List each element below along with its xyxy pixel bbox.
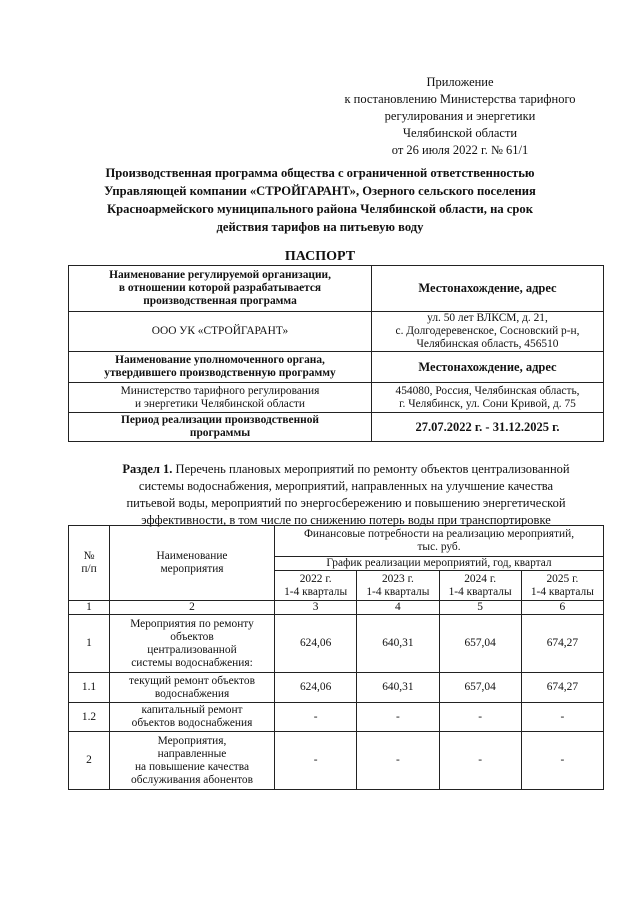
period-label-line: программы: [189, 427, 251, 439]
quarter-label: 1-4 кварталы: [366, 585, 430, 598]
org-address-line: Челябинская область, 456510: [416, 338, 559, 350]
year-label: 2024 г.: [464, 572, 497, 585]
col-number: 3: [275, 601, 357, 615]
period-value-cell: 27.07.2022 г. - 31.12.2025 г.: [372, 413, 604, 442]
passport-table: [68, 265, 604, 442]
location-header-cell: Местонахождение, адрес: [372, 266, 604, 312]
plan-table: [68, 525, 604, 790]
row-name: [110, 615, 275, 673]
row-value: 657,04: [439, 615, 521, 673]
quarter-label: 1-4 кварталы: [284, 585, 348, 598]
title-line: Красноармейского муниципального района Челябинской области, на срок: [107, 202, 533, 216]
period-label-cell: [69, 413, 372, 442]
year-header-cell: [275, 571, 357, 601]
org-address-line: ул. 50 лет ВЛКСМ, д. 21,: [427, 312, 548, 324]
col-name-header: [110, 526, 275, 601]
authority-name-line: и энергетики Челябинской области: [135, 397, 305, 410]
authority-location-header-cell: Местонахождение, адрес: [372, 352, 604, 383]
row-name: [110, 703, 275, 732]
year-header-cell: [357, 571, 439, 601]
row-value: -: [439, 703, 521, 732]
financial-header: [275, 526, 604, 557]
row-value: 640,31: [357, 615, 439, 673]
row-value: -: [521, 732, 603, 790]
plan-header-row-1: [69, 526, 604, 557]
appendix-line: к постановлению Министерства тарифного: [344, 92, 576, 106]
row-name-line: системы водоснабжения:: [131, 656, 253, 669]
year-header-cell: [439, 571, 521, 601]
section1-text: Перечень плановых мероприятий по ремонту объектов централизованной: [172, 462, 570, 476]
row-name-line: объектов: [170, 630, 214, 643]
year-label: 2022 г.: [299, 572, 332, 585]
title-line: действия тарифов на питьевую воду: [216, 220, 424, 234]
org-header-line: в отношении которой разрабатывается: [118, 282, 322, 294]
title-line: Управляющей компании «СТРОЙГАРАНТ», Озерного сельского поселения: [104, 184, 536, 198]
quarter-label: 1-4 кварталы: [448, 585, 512, 598]
row-value: 624,06: [275, 673, 357, 703]
org-header-cell: [69, 266, 372, 312]
passport-heading: ПАСПОРТ: [284, 249, 356, 264]
section1-line: системы водоснабжения, мероприятий, направленных на улучшение качества: [138, 479, 554, 493]
section1-line: питьевой воды, мероприятий по энергосбережению и повышению энергетической: [126, 496, 566, 510]
plan-column-numbers-row: [69, 601, 604, 615]
passport-row-org: [69, 312, 604, 352]
row-value: -: [275, 732, 357, 790]
org-address-line: с. Долгодеревенское, Сосновский р-н,: [395, 325, 580, 337]
authority-address-line: 454080, Россия, Челябинская область,: [395, 384, 580, 397]
schedule-header: График реализации мероприятий, год, квартал: [275, 557, 604, 571]
col-number: 1: [69, 601, 110, 615]
table-row: [69, 615, 604, 673]
row-num: 2: [69, 732, 110, 790]
title-line: Производственная программа общества с ограниченной ответственностью: [105, 166, 535, 180]
passport-row-org-header: [69, 266, 604, 312]
appendix-block: [300, 74, 620, 159]
year-label: 2023 г.: [381, 572, 414, 585]
authority-header-line: Наименование уполномоченного органа,: [115, 354, 325, 366]
financial-header-line: тыс. руб.: [417, 541, 461, 553]
row-name: [110, 673, 275, 703]
row-name-line: объектов водоснабжения: [131, 717, 253, 729]
row-num: 1: [69, 615, 110, 673]
col-name-line: Наименование: [156, 550, 228, 562]
row-value: 640,31: [357, 673, 439, 703]
table-row: [69, 673, 604, 703]
col-num-line: №: [83, 550, 95, 562]
authority-address-line: г. Челябинск, ул. Сони Кривой, д. 75: [399, 397, 576, 410]
row-name-line: обслуживания абонентов: [131, 773, 253, 786]
col-num-line: п/п: [81, 563, 97, 575]
row-name-line: на повышение качества: [134, 760, 250, 773]
row-value: 624,06: [275, 615, 357, 673]
appendix-line: Приложение: [426, 75, 494, 89]
passport-row-authority: [69, 383, 604, 413]
authority-name-cell: [69, 383, 372, 413]
row-name-line: водоснабжения: [154, 687, 230, 700]
section1-line: [80, 461, 612, 478]
year-header-cell: [521, 571, 603, 601]
row-name-line: текущий ремонт объектов: [129, 674, 255, 687]
row-name-line: Мероприятия,: [157, 734, 227, 747]
row-name-line: Мероприятия по ремонту: [130, 617, 254, 630]
quarter-label: 1-4 кварталы: [530, 585, 594, 598]
year-label: 2025 г.: [546, 572, 579, 585]
col-num-header: [69, 526, 110, 601]
col-name-line: мероприятия: [160, 563, 224, 575]
col-number: 2: [110, 601, 275, 615]
row-value: 674,27: [521, 615, 603, 673]
row-value: -: [357, 703, 439, 732]
row-name: [110, 732, 275, 790]
appendix-line: от 26 июля 2022 г. № 61/1: [391, 143, 529, 157]
org-header-line: Наименование регулируемой организации,: [109, 269, 331, 281]
row-value: 674,27: [521, 673, 603, 703]
org-name-cell: ООО УК «СТРОЙГАРАНТ»: [69, 312, 372, 352]
financial-header-line: Финансовые потребности на реализацию мероприятий,: [303, 528, 575, 540]
col-number: 5: [439, 601, 521, 615]
section1-heading: [80, 461, 612, 529]
period-label-line: Период реализации производственной: [121, 414, 319, 426]
row-name-line: централизованной: [147, 643, 237, 656]
authority-name-line: Министерство тарифного регулирования: [120, 384, 320, 397]
authority-header-line: утвердившего производственную программу: [104, 367, 336, 379]
authority-header-cell: [69, 352, 372, 383]
document-title: [70, 164, 570, 236]
org-header-line: производственная программа: [143, 295, 297, 307]
row-num: 1.2: [69, 703, 110, 732]
passport-row-authority-header: [69, 352, 604, 383]
row-value: -: [521, 703, 603, 732]
passport-row-period: [69, 413, 604, 442]
row-num: 1.1: [69, 673, 110, 703]
org-address-cell: [372, 312, 604, 352]
table-row: [69, 703, 604, 732]
appendix-line: Челябинской области: [402, 126, 518, 140]
row-name-line: направленные: [157, 747, 227, 760]
row-value: -: [439, 732, 521, 790]
appendix-line: регулирования и энергетики: [384, 109, 536, 123]
row-name-line: капитальный ремонт: [141, 704, 243, 716]
row-value: 657,04: [439, 673, 521, 703]
authority-address-cell: [372, 383, 604, 413]
row-value: -: [275, 703, 357, 732]
col-number: 4: [357, 601, 439, 615]
col-number: 6: [521, 601, 603, 615]
table-row: [69, 732, 604, 790]
section1-label: Раздел 1.: [122, 462, 173, 476]
section1-line: эффективности, в том числе по снижению потерь воды при транспортировке: [141, 513, 551, 527]
row-value: -: [357, 732, 439, 790]
